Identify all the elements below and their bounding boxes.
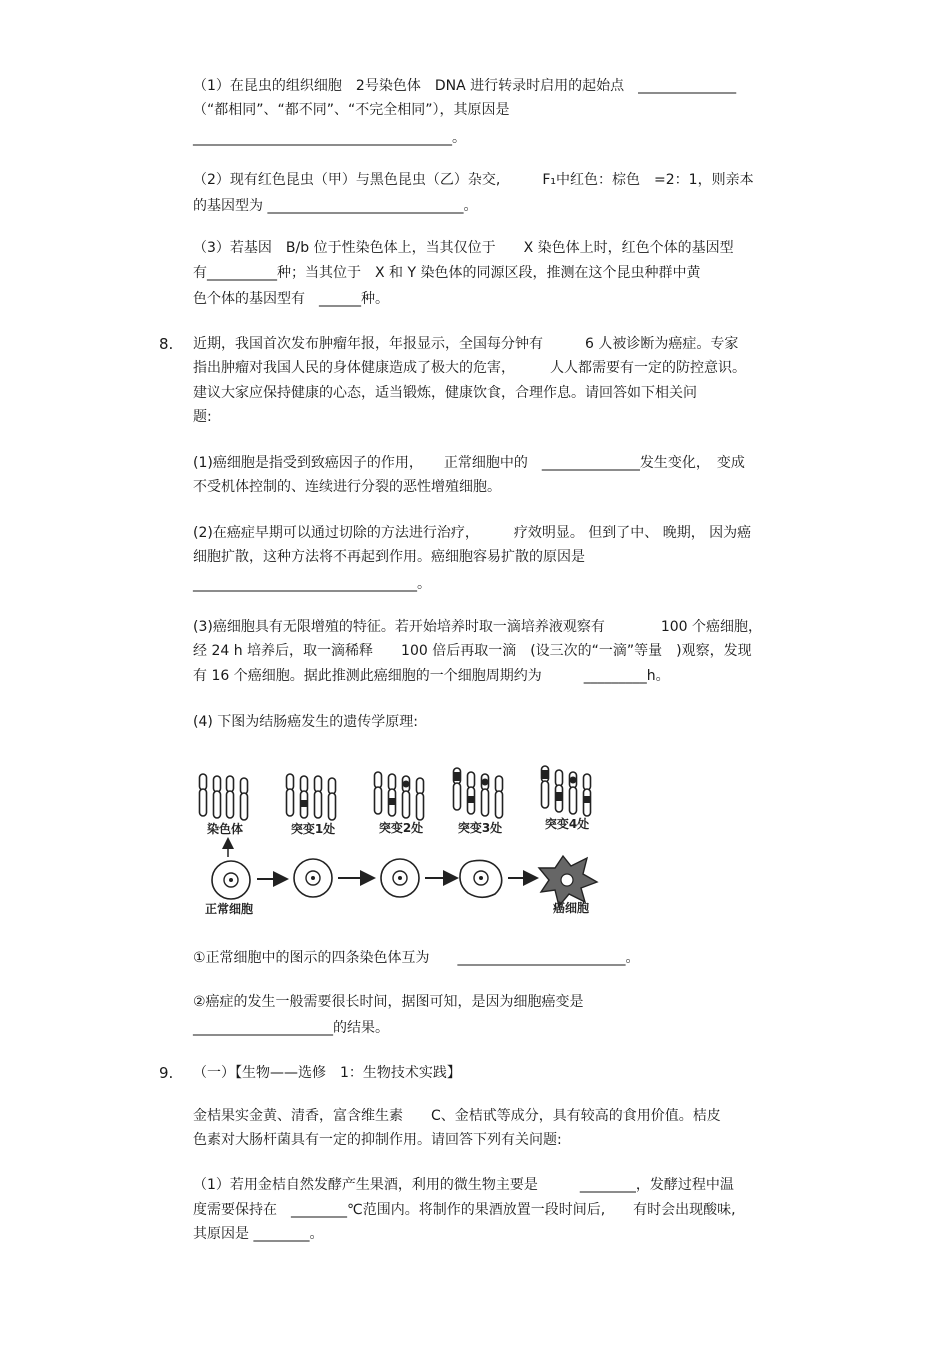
q8-intro-line2: 指出肿瘤对我国人民的身体健康造成了极大的危害， 人人都需要有一定的防控意识。 (193, 360, 746, 376)
q8-sub4-question1: ①正常细胞中的图示的四条染色体互为 ________________________。 (193, 950, 640, 966)
q8-sub4-question2-line2: ____________________的结果。 (193, 1020, 389, 1036)
label-mutation-2: 突变2处 (378, 821, 424, 835)
q7-part1-line3: _____________________________________。 (193, 130, 466, 146)
cell-stage-1 (294, 859, 332, 897)
q7-part2-line2: 的基因型为 ____________________________。 (193, 198, 478, 214)
label-mutation-3: 突变3处 (457, 821, 503, 835)
normal-cell (212, 861, 250, 899)
label-mutation-1: 突变1处 (290, 822, 336, 836)
chromosome-group-mutation-2 (375, 772, 424, 820)
q9-intro-line2: 色素对大肠杆菌具有一定的抑制作用。请回答下列有关问题: (193, 1132, 562, 1148)
q9-sub1-line2: 度需要保持在 ________℃范围内。将制作的果酒放置一段时间后, 有时会出现酸味, (193, 1202, 736, 1218)
q8-sub4-question2-line1: ②癌症的发生一般需要很长时间，据图可知，是因为细胞癌变是 (193, 994, 584, 1010)
q9-sub1-line1: （1）若用金桔自然发酵产生果酒，利用的微生物主要是 ________，发酵过程中温 (193, 1177, 734, 1193)
q8-sub2-line1: (2)在癌症早期可以通过切除的方法进行治疗， 疗效明显。 但到了中、 晚期， 因为癌 (193, 525, 752, 541)
q8-sub3-line1: (3)癌细胞具有无限增殖的特征。若开始培养时取一滴培养液观察有 100 个癌细胞， (193, 619, 763, 635)
q8-sub2-line2: 细胞扩散，这种方法将不再起到作用。癌细胞容易扩散的原因是 (193, 549, 585, 565)
q7-part3-line1: （3）若基因 B/b 位于性染色体上，当其仅位于 X 染色体上时，红色个体的基因型 (193, 240, 734, 256)
q8-intro-line3: 建议大家应保持健康的心态，适当锻炼，健康饮食，合理作息。请回答如下相关问 (193, 385, 697, 401)
q9-sub1-line3: 其原因是 ________。 (193, 1226, 324, 1242)
cancer-cell (539, 856, 597, 906)
q8-sub1-line2: 不受机体控制的、连续进行分裂的恶性增殖细胞。 (193, 479, 501, 495)
chromosome-group-mutation-3 (454, 768, 503, 818)
cell-stage-3 (460, 860, 502, 897)
chromosome-group-mutation-4 (542, 766, 591, 816)
label-chromosome: 染色体 (206, 822, 244, 836)
label-cancer-cell: 癌细胞 (552, 901, 590, 915)
cell-stage-2 (381, 859, 419, 897)
q8-sub1-line1: (1)癌细胞是指受到致癌因子的作用， 正常细胞中的 ______________发生变化， 变成 (193, 455, 745, 471)
q8-sub4-intro: (4) 下图为结肠癌发生的遗传学原理: (193, 714, 418, 730)
q7-part3-line2: 有__________种；当其位于 X 和 Y 染色体的同源区段，推测在这个昆虫种群中黄 (193, 265, 701, 281)
q9-number: 9. (159, 1064, 174, 1082)
q7-part3-line3: 色个体的基因型有 ______种。 (193, 291, 389, 307)
q7-part2-line1: （2）现有红色昆虫（甲）与黑色昆虫（乙）杂交, F₁中红色：棕色 =2：1，则亲本 (193, 172, 754, 188)
q8-sub3-line3: 有 16 个癌细胞。据此推测此癌细胞的一个细胞周期约为 _________h。 (193, 668, 670, 684)
q8-intro-line1: 近期，我国首次发布肿瘤年报，年报显示，全国每分钟有 6 人被诊断为癌症。专家 (193, 336, 739, 352)
q8-sub2-line3: ________________________________。 (193, 576, 431, 592)
label-normal-cell: 正常细胞 (204, 902, 254, 916)
q7-part1-line1: （1）在昆虫的组织细胞 2号染色体 DNA 进行转录时启用的起始点 ______________ (193, 78, 737, 94)
chromosome-group-normal (200, 774, 248, 820)
q8-sub3-line2: 经 24 h 培养后，取一滴稀释 100 倍后再取一滴 (设三次的“一滴”等量 )观察，发现 (193, 643, 752, 659)
q8-number: 8. (159, 335, 174, 353)
chromosome-group-mutation-1 (287, 774, 336, 820)
q8-intro-line4: 题: (193, 409, 212, 425)
label-mutation-4: 突变4处 (544, 817, 590, 831)
colon-cancer-diagram (195, 760, 615, 920)
q9-intro-line1: 金桔果实金黄、清香，富含维生素 C、金桔甙等成分，具有较高的食用价值。桔皮 (193, 1108, 721, 1124)
q7-part1-line2: （“都相同”、“都不同”、“不完全相同”），其原因是 (193, 102, 510, 118)
q9-header: （一）【生物——选修 1：生物技术实践】 (193, 1065, 461, 1081)
